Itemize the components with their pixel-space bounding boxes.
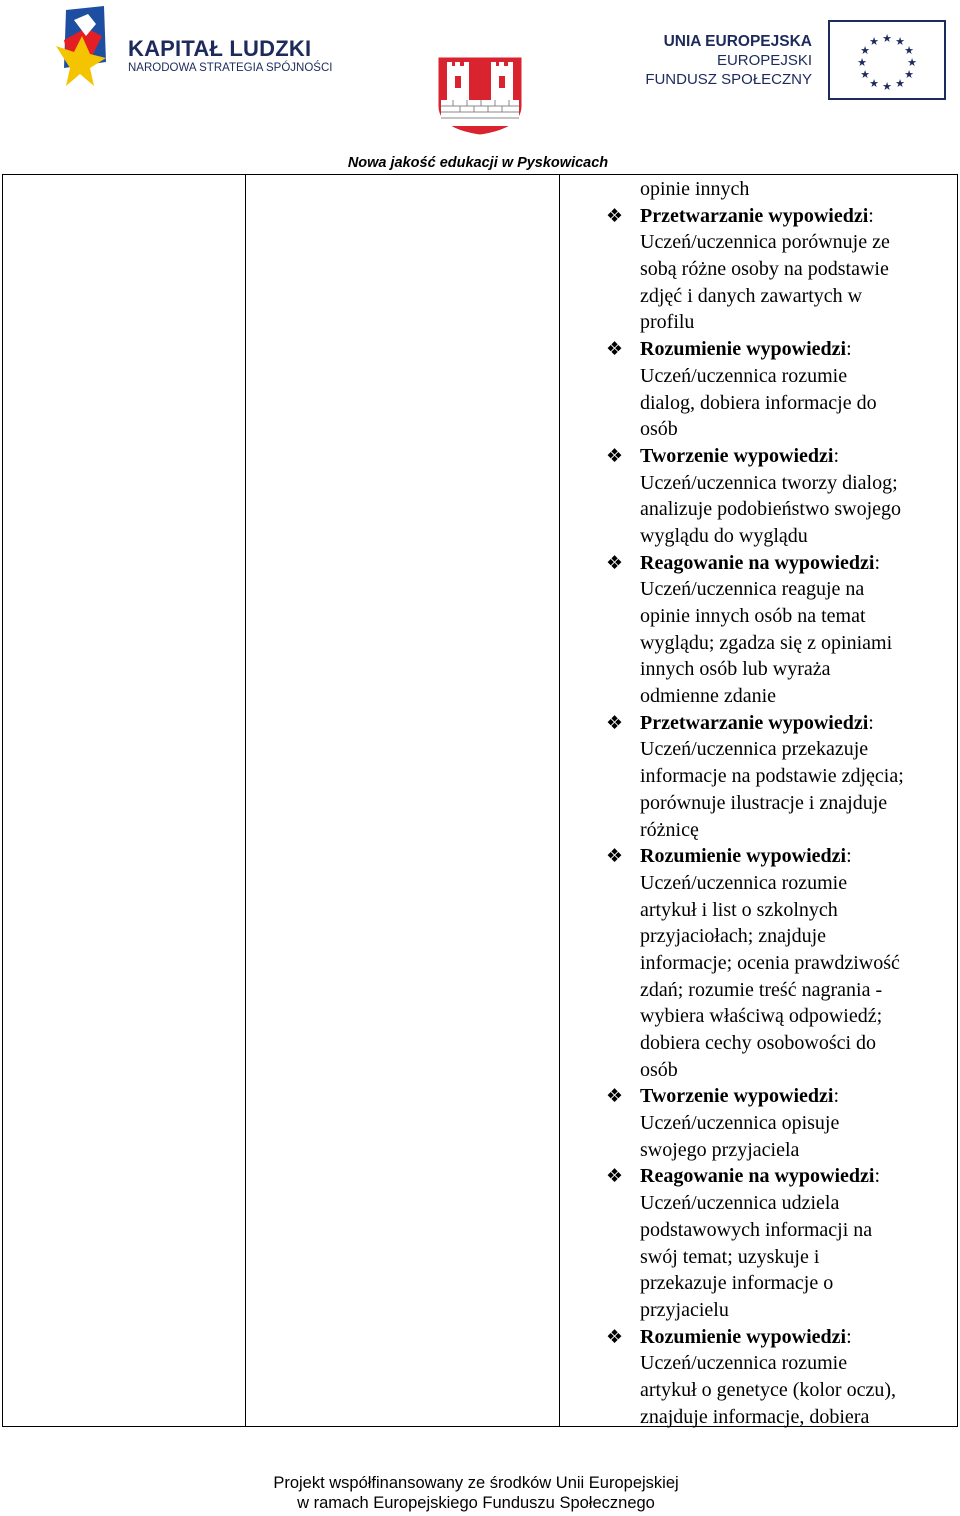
skill-description-line: artykuł o genetyce (kolor oczu), bbox=[640, 1378, 897, 1401]
skill-label-colon: : bbox=[874, 551, 881, 574]
skill-description-line: osób bbox=[640, 418, 678, 441]
footer-line-2: w ramach Europejskiego Funduszu Społecznego bbox=[297, 1494, 655, 1512]
diamond-bullet-icon: ❖ bbox=[606, 1085, 624, 1108]
skill-description-line: przyjacielu bbox=[640, 1298, 729, 1321]
skill-description-line: informacje na podstawie zdjęcia; bbox=[640, 765, 904, 788]
diamond-bullet-icon: ❖ bbox=[606, 1165, 624, 1188]
skill-description-line: artykuł i list o szkolnych bbox=[640, 898, 838, 921]
svg-text:★: ★ bbox=[882, 32, 892, 45]
skill-item-heading bbox=[606, 1324, 956, 1351]
skill-label: Reagowanie na wypowiedzi bbox=[640, 551, 875, 574]
skill-description-line: Uczeń/uczennica rozumie bbox=[640, 871, 848, 894]
skill-label-colon: : bbox=[846, 1325, 852, 1348]
footer-line-1: Projekt współfinansowany ze środków Unii Europejskiej bbox=[273, 1474, 679, 1492]
skill-label: Tworzenie wypowiedzi bbox=[640, 1085, 834, 1108]
footer bbox=[0, 1473, 952, 1513]
skill-label: Przetwarzanie wypowiedzi bbox=[640, 204, 869, 227]
skill-label-colon: : bbox=[833, 1085, 840, 1108]
skill-description-line: Uczeń/uczennica rozumie bbox=[640, 1352, 848, 1375]
kapital-ludzki-star-icon bbox=[56, 6, 126, 92]
skill-description-line: osób bbox=[640, 1058, 678, 1081]
skill-item-heading bbox=[606, 550, 956, 577]
skill-description-line: Uczeń/uczennica tworzy dialog; bbox=[640, 471, 898, 494]
skill-description-line: Uczeń/uczennica reaguje na bbox=[640, 578, 865, 601]
svg-text:★: ★ bbox=[904, 68, 914, 81]
svg-text:★: ★ bbox=[882, 80, 892, 93]
diamond-bullet-icon: ❖ bbox=[606, 338, 624, 361]
svg-text:★: ★ bbox=[907, 56, 917, 69]
svg-text:★: ★ bbox=[869, 77, 879, 90]
diamond-bullet-icon: ❖ bbox=[606, 444, 624, 467]
skill-item-heading bbox=[606, 843, 956, 870]
skill-label-colon: : bbox=[868, 204, 874, 227]
eu-text-block bbox=[645, 32, 812, 89]
skill-description-line: Uczeń/uczennica opisuje bbox=[640, 1112, 840, 1135]
skill-description-line: innych osób lub wyraża bbox=[640, 658, 831, 681]
eu-title: UNIA EUROPEJSKA bbox=[663, 33, 812, 50]
skill-label: Rozumienie wypowiedzi bbox=[640, 845, 847, 868]
skill-description-line: różnicę bbox=[640, 818, 699, 841]
skill-description-line: dialog, dobiera informacje do bbox=[640, 391, 877, 414]
eu-logo bbox=[645, 20, 948, 102]
skill-description-line: wybiera właściwą odpowiedź; bbox=[640, 1005, 883, 1028]
skill-description-line: Uczeń/uczennica przekazuje bbox=[640, 738, 869, 761]
skill-description-line: znajduje informacje, dobiera bbox=[640, 1405, 870, 1428]
diamond-bullet-icon: ❖ bbox=[606, 551, 624, 574]
table-cell-skills bbox=[606, 176, 956, 1430]
skill-description-line: odmienne zdanie bbox=[640, 685, 777, 708]
skill-description-line: wyglądu do wyglądu bbox=[640, 524, 808, 547]
skill-item-heading bbox=[606, 1083, 956, 1110]
skill-description-line: Uczeń/uczennica porównuje ze bbox=[640, 231, 890, 254]
skill-label: Rozumienie wypowiedzi bbox=[640, 338, 847, 361]
coat-of-arms-icon bbox=[437, 56, 523, 136]
skill-description-line: opinie innych osób na temat bbox=[640, 605, 866, 627]
skill-description-line: zdań; rozumie treść nagrania - bbox=[640, 978, 883, 1001]
diamond-bullet-icon: ❖ bbox=[606, 711, 624, 734]
skill-label-colon: : bbox=[833, 444, 840, 467]
svg-text:★: ★ bbox=[860, 68, 870, 81]
skill-item-heading bbox=[606, 203, 956, 230]
diamond-bullet-icon: ❖ bbox=[606, 204, 624, 227]
table-column-divider bbox=[559, 174, 560, 1427]
skill-description-line: analizuje podobieństwo swojego bbox=[640, 498, 902, 521]
project-title: Nowa jakość edukacji w Pyskowicach bbox=[347, 155, 609, 171]
skill-label: Tworzenie wypowiedzi bbox=[640, 444, 834, 467]
eu-flag-icon bbox=[828, 20, 946, 100]
svg-text:★: ★ bbox=[895, 77, 905, 90]
diamond-bullet-icon: ❖ bbox=[606, 845, 624, 868]
skill-description-line: Uczeń/uczennica rozumie bbox=[640, 364, 848, 387]
kapital-ludzki-logo bbox=[56, 6, 333, 92]
skill-description-line: swój temat; uzyskuje i bbox=[640, 1245, 820, 1268]
skill-description-line: informacje; ocenia prawdziwość bbox=[640, 951, 900, 974]
skill-description-line: profilu bbox=[640, 311, 695, 334]
skill-label: Przetwarzanie wypowiedzi bbox=[640, 711, 869, 734]
svg-text:★: ★ bbox=[904, 44, 914, 57]
skill-item-heading bbox=[606, 710, 956, 737]
skill-description-line: wyglądu; zgadza się z opiniami bbox=[640, 631, 893, 654]
svg-text:★: ★ bbox=[869, 35, 879, 48]
skill-item-heading bbox=[606, 336, 956, 363]
skill-description-line: Uczeń/uczennica udziela bbox=[640, 1192, 840, 1215]
table-column-divider bbox=[245, 174, 246, 1427]
diamond-bullet-icon: ❖ bbox=[606, 1325, 624, 1348]
skill-label-colon: : bbox=[868, 711, 874, 734]
skills-list bbox=[606, 203, 956, 1431]
skill-description-line: zdjęć i danych zawartych w bbox=[640, 284, 863, 307]
skill-label-colon: : bbox=[846, 845, 852, 868]
skill-label: Rozumienie wypowiedzi bbox=[640, 1325, 847, 1348]
svg-text:★: ★ bbox=[895, 35, 905, 48]
continued-text: opinie innych bbox=[640, 178, 750, 200]
svg-text:★: ★ bbox=[857, 56, 867, 69]
skill-label-colon: : bbox=[846, 338, 852, 361]
skill-description-line: sobą różne osoby na podstawie bbox=[640, 258, 889, 281]
svg-text:★: ★ bbox=[860, 44, 870, 57]
skill-description-line: przekazuje informacje o bbox=[640, 1272, 834, 1295]
skill-item-heading bbox=[606, 443, 956, 470]
kapital-ludzki-subtitle: NARODOWA STRATEGIA SPÓJNOŚCI bbox=[128, 62, 333, 74]
skill-description-line: podstawowych informacji na bbox=[640, 1218, 873, 1241]
eu-line-2: EUROPEJSKI bbox=[716, 52, 812, 69]
kapital-ludzki-title: KAPITAŁ LUDZKI bbox=[128, 36, 312, 61]
eu-line-3: FUNDUSZ SPOŁECZNY bbox=[645, 71, 812, 88]
skill-label-colon: : bbox=[874, 1165, 881, 1188]
skill-label: Reagowanie na wypowiedzi bbox=[640, 1165, 875, 1188]
skill-description-line: przyjaciołach; znajduje bbox=[640, 925, 827, 948]
skill-description-line: porównuje ilustracje i znajduje bbox=[640, 791, 888, 814]
skill-description-line: dobiera cechy osobowości do bbox=[640, 1032, 877, 1054]
skill-description-line: swojego przyjaciela bbox=[640, 1138, 800, 1161]
skill-item-heading bbox=[606, 1163, 956, 1190]
